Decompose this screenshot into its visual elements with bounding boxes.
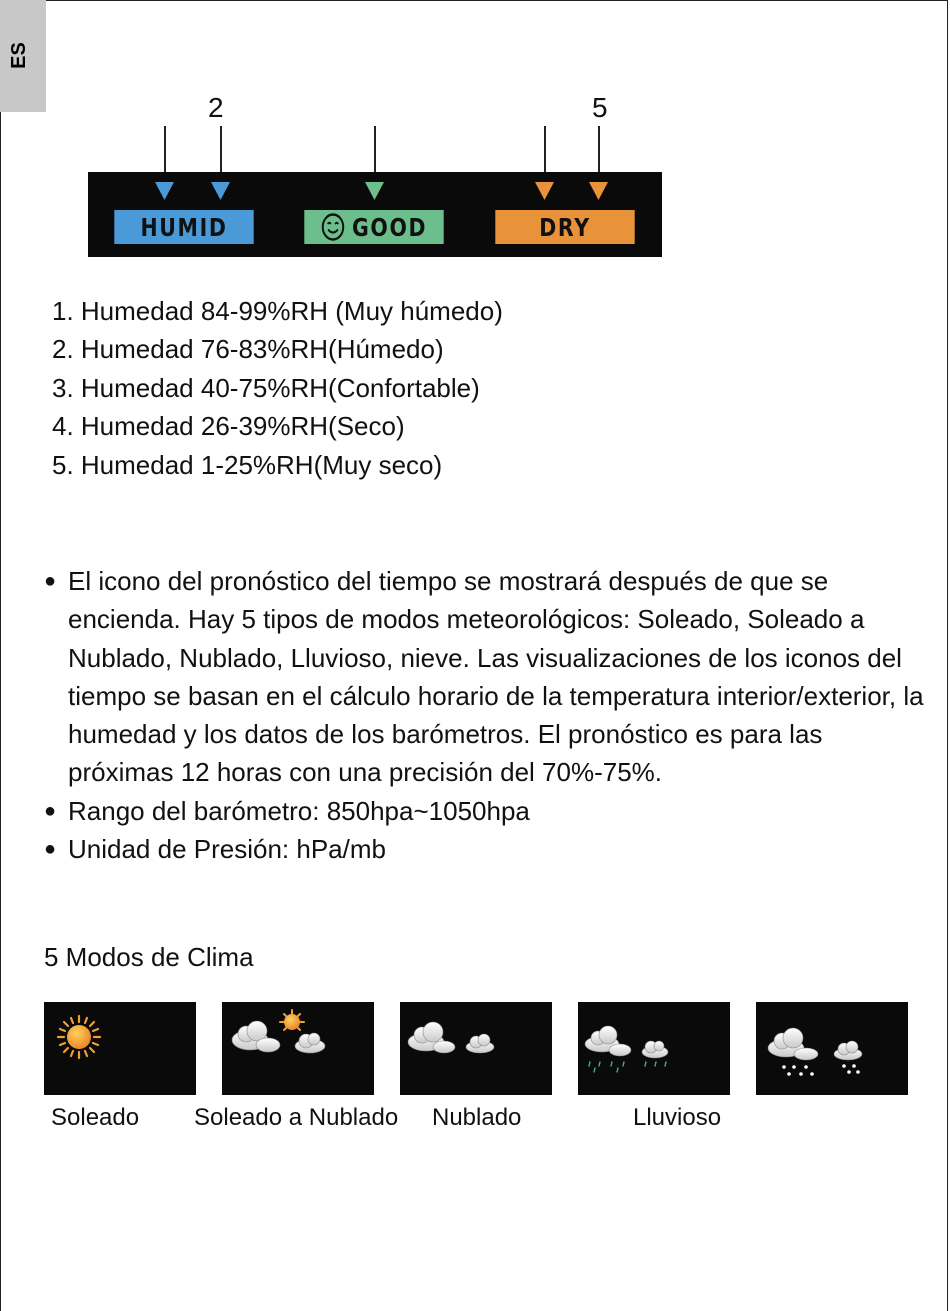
humid-segment: [114, 210, 253, 244]
mode-label-sunny: Soleado: [51, 1104, 140, 1131]
note-text: Rango del barómetro: 850hpa~1050hpa: [68, 795, 530, 826]
list-item: 2. Humedad 76-83%RH(Húmedo): [52, 334, 444, 365]
good-label: GOOD: [351, 212, 428, 242]
list-item: 4. Humedad 26-39%RH(Seco): [52, 411, 405, 442]
dry-segment: [495, 210, 634, 244]
mode-box-cloudy: [400, 1002, 552, 1095]
language-tab: [0, 0, 46, 112]
snow-icon: [756, 1002, 908, 1095]
arrow-head-1: [155, 182, 174, 200]
rain-icon: [578, 1002, 730, 1095]
arrow-number-5: 5: [592, 92, 608, 123]
note-barometer-range: [44, 792, 924, 830]
mode-label-sunny-to-cloudy: Soleado a Nublado: [194, 1104, 399, 1131]
mode-box-snow: [756, 1002, 908, 1095]
list-item: 3. Humedad 40-75%RH(Confortable): [52, 372, 480, 403]
arrow-head-5: [589, 182, 608, 200]
mode-box-sunny: [44, 1002, 196, 1095]
humidity-level-list: [52, 292, 503, 484]
list-item: 1. Humedad 84-99%RH (Muy húmedo): [52, 296, 503, 326]
note-pressure-unit: [44, 830, 924, 868]
mode-box-rainy: [578, 1002, 730, 1095]
arrow-number-2: 2: [208, 92, 224, 123]
sun-cloud-icon: [222, 1002, 374, 1095]
mode-box-sunny-to-cloudy: [222, 1002, 374, 1095]
language-tab-label: ES: [7, 42, 30, 69]
cloud-icon: [400, 1002, 552, 1095]
bullet-dot: ●: [44, 799, 57, 822]
bullet-dot: ●: [44, 838, 57, 861]
mode-label-cloudy: Nublado: [432, 1104, 522, 1131]
humid-label: HUMID: [140, 212, 228, 242]
list-item: 5. Humedad 1-25%RH(Muy seco): [52, 449, 443, 480]
note-text: El icono del pronóstico del tiempo se mostrará después de que se encienda. Hay 5 tipos de modos meteorológicos: Soleado, Soleado a Nublado, Nublado, Lluvioso, nieve. Las visualizaciones de los iconos del tiempo se basan en el cálculo horario de la temperatura interior/exterior, la humedad y los datos de los barómetros. El pronóstico es para las próximas 12 horas con una precisión del 70%-75%.: [68, 566, 924, 788]
note-forecast: [44, 562, 924, 792]
sun-icon: [44, 1002, 196, 1095]
arrow-head-4: [535, 182, 554, 200]
arrow-head-3: [365, 182, 384, 200]
good-segment: [304, 210, 443, 244]
forecast-notes: [44, 562, 924, 868]
weather-modes-title: 5 Modos de Clima: [44, 942, 254, 972]
note-text: Unidad de Presión: hPa/mb: [68, 834, 386, 865]
arrow-head-2: [211, 182, 230, 200]
humidity-indicator-panel: [88, 172, 662, 257]
smiley-icon: [321, 212, 346, 242]
mode-label-rainy: Lluvioso: [633, 1104, 722, 1131]
bullet-dot: ●: [44, 570, 57, 592]
dry-label: DRY: [539, 212, 591, 242]
